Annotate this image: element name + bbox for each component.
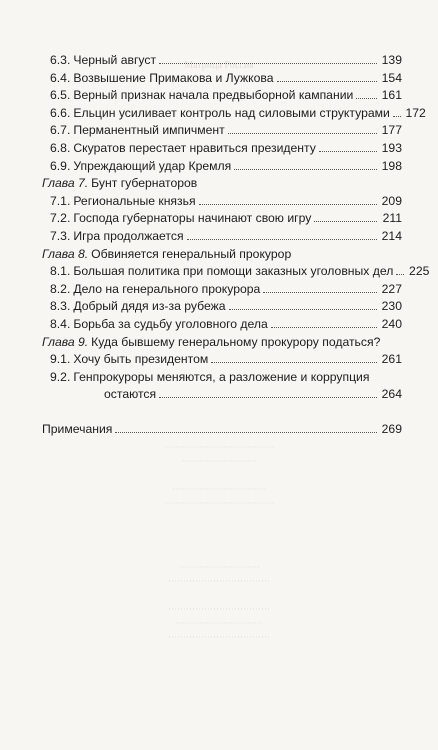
section-number: 8.3. <box>50 299 71 314</box>
dot-leader <box>271 327 377 328</box>
toc-entry-continuation <box>42 386 402 404</box>
section-title: Ельцин усиливает контроль над силовыми структурами <box>73 105 390 120</box>
section-title: Черный август <box>73 53 157 67</box>
page-number: 172 <box>405 105 426 120</box>
section-title-continued: остаются <box>104 387 157 402</box>
section-title: Господа губернаторы начинают свою игру <box>73 211 312 226</box>
page-number: 214 <box>381 228 402 243</box>
page-number: 198 <box>381 158 402 173</box>
page-number: 240 <box>381 316 402 331</box>
section-title: Игра продолжается <box>73 228 184 243</box>
section-number: 6.8. <box>50 140 71 155</box>
section-number: 7.1. <box>50 193 71 208</box>
section-title: Скуратов перестает нравиться президенту <box>73 140 316 155</box>
page-number: 269 <box>381 421 402 436</box>
page-number: 211 <box>382 211 402 226</box>
dot-leader <box>234 169 377 170</box>
toc-entry <box>42 87 402 105</box>
page-number: 154 <box>381 70 402 85</box>
dot-leader <box>211 362 377 363</box>
notes-entry <box>42 421 402 439</box>
notes-title: Примечания <box>42 421 113 436</box>
page-number: 139 <box>381 53 402 67</box>
section-title: Упреждающий удар Кремля <box>73 158 232 173</box>
section-number: 8.1. <box>50 264 71 279</box>
section-number: 8.4. <box>50 316 71 331</box>
toc-entry <box>42 263 430 281</box>
bleed-through-imprint-lower: ··························· ·································· ·································· ····························· ·································· <box>168 562 270 642</box>
dot-leader <box>263 292 377 293</box>
section-number: 6.5. <box>50 88 71 103</box>
dot-leader <box>159 63 377 64</box>
section-title: Хочу быть президентом <box>73 352 209 367</box>
chapter-label: Глава 7. <box>42 176 89 191</box>
table-of-contents <box>42 52 430 438</box>
dot-leader <box>115 432 377 433</box>
page-number: 193 <box>381 140 402 155</box>
toc-entry <box>42 158 402 176</box>
dot-leader <box>199 204 377 205</box>
toc-entry <box>42 52 402 70</box>
toc-entry <box>42 281 402 299</box>
section-number: 6.4. <box>50 70 71 85</box>
dot-leader <box>229 309 377 310</box>
dot-leader <box>187 239 377 240</box>
section-number: 6.6. <box>50 105 71 120</box>
page-number: 177 <box>381 123 402 138</box>
page-number: 209 <box>381 193 402 208</box>
page-number: 225 <box>409 264 430 279</box>
section-number: 9.2. <box>50 369 71 384</box>
chapter-title: Куда бывшему генеральному прокурору податься? <box>91 334 381 349</box>
dot-leader <box>159 397 377 398</box>
chapter-label: Глава 9. <box>42 334 89 349</box>
section-number: 8.2. <box>50 281 71 296</box>
page-number: 261 <box>381 352 402 367</box>
page-number: 227 <box>381 281 402 296</box>
bleed-through-text: Матрица Россия <box>184 60 254 71</box>
dot-leader <box>319 151 377 152</box>
dot-leader <box>356 98 377 99</box>
chapter-label: Глава 8. <box>42 246 89 261</box>
toc-entry <box>42 122 402 140</box>
toc-entry <box>42 70 402 88</box>
section-title: Региональные князья <box>73 193 196 208</box>
section-title: Дело на генерального прокурора <box>73 281 261 296</box>
dot-leader <box>393 116 401 117</box>
dot-leader <box>314 221 377 222</box>
section-number: 7.2. <box>50 211 71 226</box>
toc-entry <box>42 316 402 334</box>
section-title: Добрый дядя из-за рубежа <box>73 299 226 314</box>
section-title: Большая политика при помощи заказных уголовных дел <box>73 264 394 279</box>
toc-entry <box>42 140 402 158</box>
section-number: 6.7. <box>50 123 71 138</box>
toc-entry <box>42 105 426 123</box>
toc-entry <box>42 351 402 369</box>
dot-leader <box>228 133 377 134</box>
page-number: 230 <box>381 299 402 314</box>
page-number: 264 <box>381 387 402 402</box>
dot-leader <box>277 81 377 82</box>
toc-entry <box>42 193 402 211</box>
toc-entry <box>42 228 402 246</box>
toc-entry <box>42 369 402 387</box>
section-number: 6.9. <box>50 158 71 173</box>
section-number: 9.1. <box>50 352 71 367</box>
chapter-title: Бунт губернаторов <box>91 176 198 191</box>
section-title: Возвышение Примакова и Лужкова <box>73 70 274 85</box>
chapter-heading <box>42 175 402 193</box>
section-title: Перманентный импичмент <box>73 123 225 138</box>
section-title: Борьба за судьбу уголовного дела <box>73 316 268 331</box>
toc-entry <box>42 298 402 316</box>
section-title: Верный признак начала предвыборной кампании <box>73 88 354 103</box>
chapter-heading <box>42 334 402 352</box>
dot-leader <box>396 274 404 275</box>
chapter-heading <box>42 246 402 264</box>
bleed-through-imprint: ····································· ························· ······························· ····································· <box>163 442 275 508</box>
chapter-title: Обвиняется генеральный прокурор <box>91 246 292 261</box>
toc-entry <box>42 210 402 228</box>
page-number: 161 <box>381 88 402 103</box>
section-number: 7.3. <box>50 228 71 243</box>
section-title: Генпрокуроры меняются, а разложение и коррупция <box>73 369 370 384</box>
section-number: 6.3. <box>50 53 71 67</box>
